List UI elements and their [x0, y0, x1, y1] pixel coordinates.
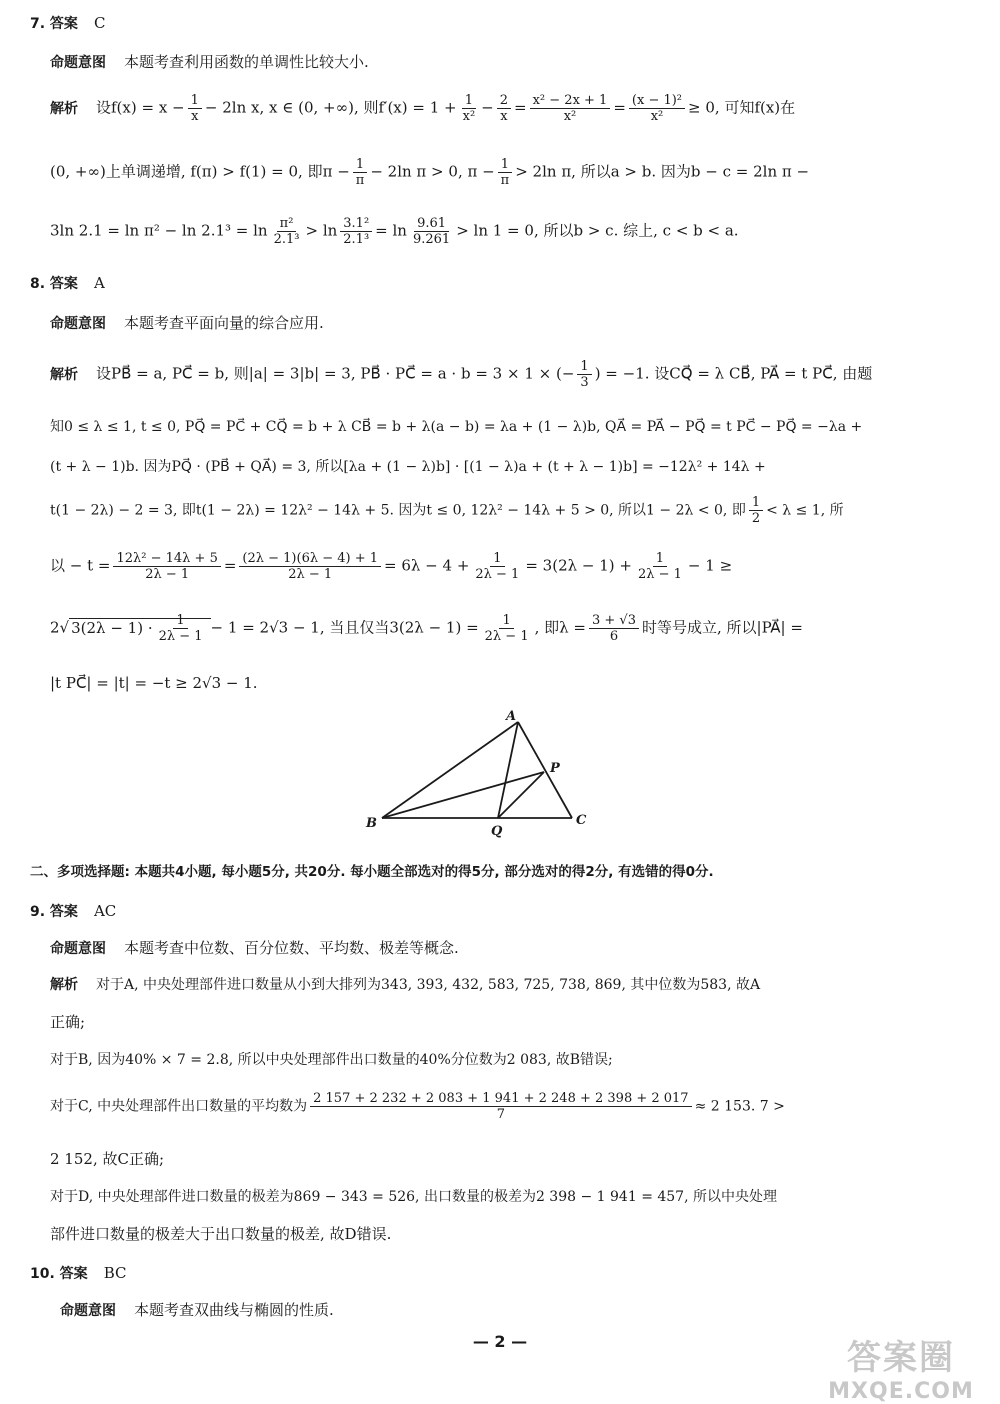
- q9-analysis-line-5: 2 152, 故C正确;: [50, 1150, 165, 1168]
- text-segment: 3ln 2.1 = ln π² − ln 2.1³ = ln: [50, 221, 268, 240]
- text-segment: = 6λ − 4 +: [384, 556, 470, 575]
- denominator: 2λ − 1: [158, 629, 203, 644]
- denominator: 2λ − 1: [484, 629, 529, 644]
- watermark-text: 答案圈: [847, 1338, 955, 1378]
- q8-intent-line: [50, 316, 324, 331]
- fraction: [188, 94, 202, 123]
- denominator: 2λ − 1: [475, 567, 520, 582]
- q10-intent: 本题考查双曲线与椭圆的性质.: [134, 1301, 334, 1319]
- q8-analysis-line-2: 知0 ≤ λ ≤ 1, t ≤ 0, PQ⃗ = PC⃗ + CQ⃗ = b + λ CB⃗ = b + λ(a − b) = λa + (1 − λ)b, QA⃗ = PA⃗ − PQ⃗ = t PC⃗ − PQ⃗ = −λa +: [50, 419, 863, 435]
- text-segment: =: [613, 98, 626, 117]
- numerator: 1: [188, 94, 202, 109]
- q9-analysis-line-6: 对于D, 中央处理部件进口数量的极差为869 − 343 = 526, 出口数量的极差为2 398 − 1 941 = 457, 所以中央处理: [50, 1189, 777, 1205]
- text-segment: =: [223, 556, 237, 575]
- q8-analysis-line-5: [50, 552, 732, 581]
- q10-answer-line: [30, 1266, 126, 1281]
- q7-answer: C: [93, 14, 106, 32]
- q8-analysis-line-1: [50, 360, 872, 389]
- q9-analysis-line-7: 部件进口数量的极差大于出口数量的极差, 故D错误.: [50, 1225, 392, 1243]
- q7-intent-label: 命题意图: [50, 55, 106, 71]
- text-segment: ≥ 0, 可知f(x)在: [688, 98, 796, 117]
- fraction: [530, 94, 611, 123]
- label-q: Q: [491, 824, 503, 839]
- numerator: 1: [490, 552, 504, 567]
- numerator: 1: [749, 496, 763, 511]
- numerator: 1: [577, 360, 591, 375]
- q9-answer-line: [30, 904, 116, 919]
- q9-analysis-line-3: 对于B, 因为40% × 7 = 2.8, 所以中央处理部件出口数量的40%分位数为2 083, 故B错误;: [50, 1052, 613, 1068]
- denominator: 2λ − 1: [637, 567, 682, 582]
- q8-analysis-line-4: [50, 496, 844, 525]
- text-segment: 设PB⃗ = a, PC⃗ = b, 则|a| = 3|b| = 3, PB⃗ · PC⃗ = a · b = 3 × 1 × (−: [96, 364, 575, 383]
- numerator: 12λ² − 14λ + 5: [113, 552, 220, 567]
- text-segment: 3(2λ − 1) ·: [71, 618, 153, 637]
- q9-analysis-label: 解析: [50, 977, 78, 993]
- numerator: 1: [653, 552, 667, 567]
- section-2-header: [30, 866, 714, 880]
- denominator: x²: [650, 109, 664, 124]
- numerator: 3 + √3: [589, 614, 639, 629]
- text-segment: 2: [50, 618, 60, 637]
- q8-intent-label: 命题意图: [50, 316, 106, 332]
- q9-intent-line: [50, 941, 459, 956]
- text-segment: 对于A, 中央处理部件进口数量从小到大排列为343, 393, 432, 583, 725, 738, 869, 其中位数为583, 故A: [96, 977, 761, 993]
- denominator: 2.1³: [343, 232, 370, 247]
- fraction: [589, 614, 639, 643]
- q9-label: 9. 答案: [30, 904, 78, 920]
- q9-analysis-line-2: 正确;: [50, 1013, 86, 1031]
- fraction: [460, 94, 479, 123]
- segment-ab: [382, 722, 518, 818]
- q7-label: 7. 答案: [30, 16, 78, 32]
- denominator: π: [355, 173, 365, 188]
- numerator: (2λ − 1)(6λ − 4) + 1: [239, 552, 381, 567]
- text-segment: =: [514, 98, 527, 117]
- denominator: 7: [496, 1107, 505, 1122]
- q8-analysis-label: 解析: [50, 366, 78, 383]
- text-segment: − 1 = 2√3 − 1, 当且仅当3(2λ − 1) =: [210, 618, 479, 637]
- numerator: 1: [353, 158, 367, 173]
- fraction: [271, 217, 303, 246]
- numerator: 1: [498, 158, 512, 173]
- q10-intent-label: 命题意图: [60, 1303, 116, 1319]
- segment-bp: [382, 772, 544, 818]
- fraction: [410, 217, 453, 246]
- q8-analysis-line-6: [50, 614, 803, 643]
- text-segment: t(1 − 2λ) − 2 = 3, 即t(1 − 2λ) = 12λ² − 14λ + 5. 因为t ≤ 0, 12λ² − 14λ + 5 > 0, 所以1 − 2λ < 0, 即: [50, 502, 746, 519]
- fraction: [156, 614, 206, 643]
- text-segment: 对于C, 中央处理部件出口数量的平均数为: [50, 1098, 308, 1115]
- denominator: x: [191, 109, 199, 124]
- text-segment: −: [481, 98, 494, 117]
- denominator: 2λ − 1: [145, 567, 190, 582]
- q8-answer-line: [30, 276, 105, 291]
- text-segment: , 即λ =: [534, 618, 586, 637]
- triangle-figure: [350, 700, 610, 850]
- text-segment: 设f(x) = x −: [96, 98, 185, 117]
- watermark-url: MXQE.COM: [828, 1379, 974, 1404]
- section-2-text: 二、多项选择题: 本题共4小题, 每小题5分, 共20分. 每小题全部选对的得5分, 部分选对的得2分, 有选错的得0分.: [30, 864, 714, 880]
- segment-ac: [518, 722, 572, 818]
- fraction: [629, 94, 685, 123]
- fraction: [340, 217, 372, 246]
- fraction: [577, 360, 591, 389]
- q10-intent-line: [60, 1303, 334, 1318]
- denominator: 3: [580, 375, 589, 390]
- fraction: [113, 552, 220, 581]
- q9-answer: AC: [93, 902, 117, 920]
- denominator: 9.261: [412, 232, 451, 247]
- text-segment: < λ ≤ 1, 所: [766, 502, 844, 519]
- denominator: π: [500, 173, 510, 188]
- label-b: B: [366, 816, 377, 831]
- text-segment: = 3(2λ − 1) +: [525, 556, 632, 575]
- q9-intent-label: 命题意图: [50, 941, 106, 957]
- label-c: C: [576, 813, 587, 828]
- numerator: 2: [497, 94, 511, 109]
- label-p: P: [550, 761, 560, 776]
- numerator: 2 157 + 2 232 + 2 083 + 1 941 + 2 248 + 2 398 + 2 017: [310, 1092, 691, 1107]
- q7-intent-line: [50, 55, 369, 70]
- label-a: A: [506, 709, 517, 724]
- fraction: [482, 614, 532, 643]
- q8-analysis-line-3: (t + λ − 1)b. 因为PQ⃗ · (PB⃗ + QA⃗) = 3, 所以[λa + (1 − λ)b] · [(1 − λ)a + (t + λ − 1)b] = −12λ² + 14λ +: [50, 459, 766, 475]
- text-segment: ) = −1. 设CQ⃗ = λ CB⃗, PA⃗ = t PC⃗, 由题: [594, 364, 873, 383]
- text-segment: > ln 1 = 0, 所以b > c. 综上, c < b < a.: [456, 221, 739, 240]
- text-segment: − 2ln π > 0, π −: [370, 162, 495, 181]
- text-segment: 时等号成立, 所以|PA⃗| =: [641, 618, 803, 637]
- numerator: x² − 2x + 1: [530, 94, 611, 109]
- denominator: 6: [609, 629, 619, 644]
- text-segment: > ln: [305, 221, 338, 240]
- fraction: [472, 552, 522, 581]
- denominator: 2λ − 1: [288, 567, 333, 582]
- numerator: 1: [462, 94, 476, 109]
- page-number: — 2 —: [472, 1332, 528, 1351]
- q8-analysis-line-7: |t PC⃗| = |t| = −t ≥ 2√3 − 1.: [50, 674, 258, 692]
- q8-intent: 本题考查平面向量的综合应用.: [124, 314, 324, 332]
- sqrt-sign: √: [59, 618, 70, 637]
- text-segment: ≈ 2 153. 7 >: [694, 1098, 785, 1115]
- fraction: [749, 496, 763, 525]
- denominator: x: [500, 109, 508, 124]
- numerator: 9.61: [414, 217, 449, 232]
- watermark-logo: [812, 1330, 990, 1404]
- numerator: 1: [499, 614, 513, 629]
- denominator: x²: [563, 109, 577, 124]
- fraction: [310, 1092, 691, 1121]
- q8-answer: A: [93, 274, 105, 292]
- q7-analysis-line-2: [50, 158, 809, 187]
- numerator: 3.1²: [340, 217, 372, 232]
- fraction: [497, 94, 511, 123]
- denominator: 2: [751, 511, 761, 526]
- numerator: 1: [173, 614, 187, 629]
- q9-intent: 本题考查中位数、百分位数、平均数、极差等概念.: [124, 939, 459, 957]
- fraction: [635, 552, 685, 581]
- q9-analysis-line-1: [50, 978, 760, 992]
- text-segment: − 1 ≥: [687, 556, 733, 575]
- q8-label: 8. 答案: [30, 276, 78, 292]
- q9-analysis-line-4: [50, 1092, 785, 1121]
- text-segment: > 2ln π, 所以a > b. 因为b − c = 2ln π −: [515, 162, 810, 181]
- fraction: [498, 158, 513, 187]
- q10-answer: BC: [103, 1264, 127, 1282]
- text-segment: 以 − t =: [50, 556, 111, 575]
- fraction: [239, 552, 381, 581]
- q7-analysis-line-3: [50, 217, 739, 246]
- segment-aq: [498, 722, 518, 818]
- text-segment: − 2ln x, x ∈ (0, +∞), 则f′(x) = 1 +: [204, 98, 457, 117]
- q7-analysis-line-1: [50, 94, 795, 123]
- q7-analysis-label: 解析: [50, 100, 78, 117]
- q10-label: 10. 答案: [30, 1266, 88, 1282]
- denominator: x²: [462, 109, 476, 124]
- fraction: [353, 158, 368, 187]
- q7-intent: 本题考查利用函数的单调性比较大小.: [124, 53, 369, 71]
- q7-answer-line: [30, 16, 105, 31]
- numerator: (x − 1)²: [629, 94, 685, 109]
- denominator: 2.1³: [273, 232, 300, 247]
- numerator: π²: [277, 217, 297, 232]
- text-segment: (0, +∞)上单调递增, f(π) > f(1) = 0, 即π −: [50, 162, 350, 181]
- sqrt-content: [69, 613, 210, 644]
- text-segment: = ln: [375, 221, 407, 240]
